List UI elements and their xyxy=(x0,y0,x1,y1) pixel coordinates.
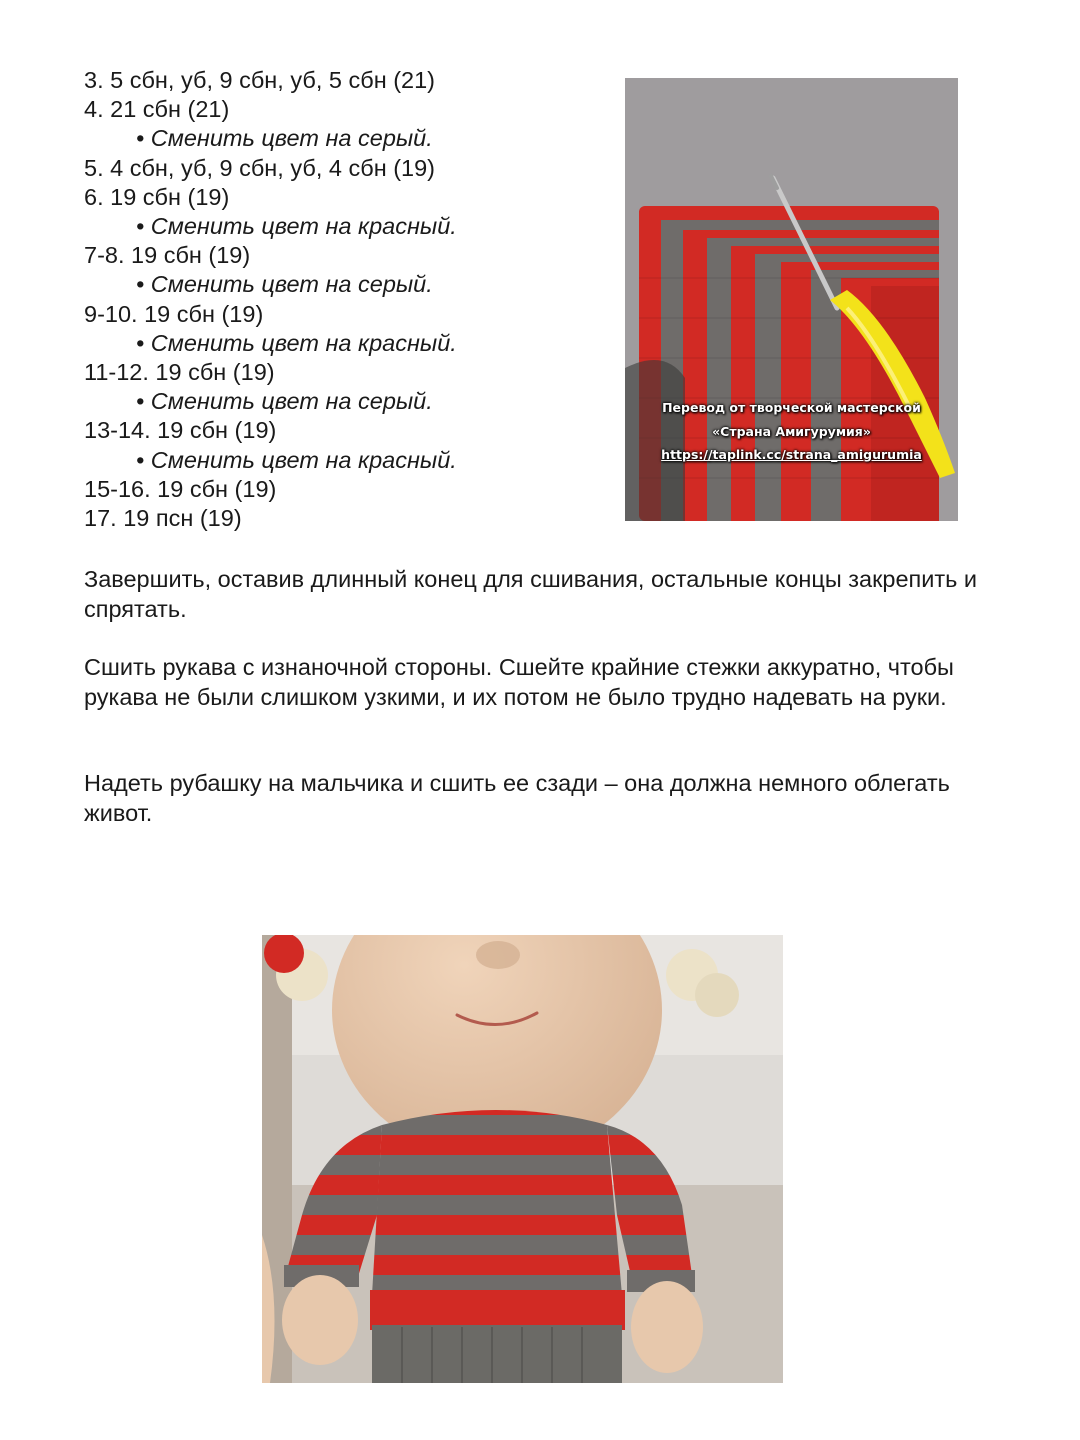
pattern-row: 5. 4 сбн, уб, 9 сбн, уб, 4 сбн (19) xyxy=(84,154,435,181)
pattern-row: 4. 21 сбн (21) xyxy=(84,96,230,123)
pattern-row: 15-16. 19 сбн (19) xyxy=(84,475,277,502)
shirt-paragraph: Надеть рубашку на мальчика и сшить ее сзади – она должна немного облегать живот. xyxy=(84,770,950,826)
color-change-note: • Сменить цвет на серый. xyxy=(136,271,433,298)
watermark-line: Перевод от творческой мастерской xyxy=(662,400,921,415)
pattern-row: 9-10. 19 сбн (19) xyxy=(84,300,264,327)
watermark-link[interactable]: https://taplink.cc/strana_amigurumia xyxy=(661,447,922,462)
color-change-note: • Сменить цвет на красный. xyxy=(136,446,457,473)
pattern-row: 6. 19 сбн (19) xyxy=(84,183,230,210)
watermark-line: «Страна Амигурумия» xyxy=(712,424,871,439)
color-change-note: • Сменить цвет на серый. xyxy=(136,388,433,415)
finish-paragraph: Завершить, оставив длинный конец для сшивания, остальные концы закрепить и спрятать. xyxy=(84,566,978,622)
doll-illustration xyxy=(262,935,783,1383)
doll-photo xyxy=(262,935,783,1383)
pattern-row: 11-12. 19 сбн (19) xyxy=(84,359,275,386)
pattern-row: 13-14. 19 сбн (19) xyxy=(84,417,277,444)
color-change-note: • Сменить цвет на красный. xyxy=(136,213,457,240)
color-change-note: • Сменить цвет на серый. xyxy=(136,125,433,152)
pattern-row: 7-8. 19 сбн (19) xyxy=(84,242,251,269)
pattern-row: 17. 19 псн (19) xyxy=(84,505,242,532)
sleeves-paragraph: Сшить рукава с изнаночной стороны. Сшейте крайние стежки аккуратно, чтобы рукава не были слишком узкими, и их потом не было трудно надевать на руки. xyxy=(84,654,954,710)
pattern-rows xyxy=(84,66,604,533)
color-change-note: • Сменить цвет на красный. xyxy=(136,329,457,356)
sleeve-photo xyxy=(625,78,958,521)
pattern-row: 3. 5 сбн, уб, 9 сбн, уб, 5 сбн (21) xyxy=(84,67,435,93)
